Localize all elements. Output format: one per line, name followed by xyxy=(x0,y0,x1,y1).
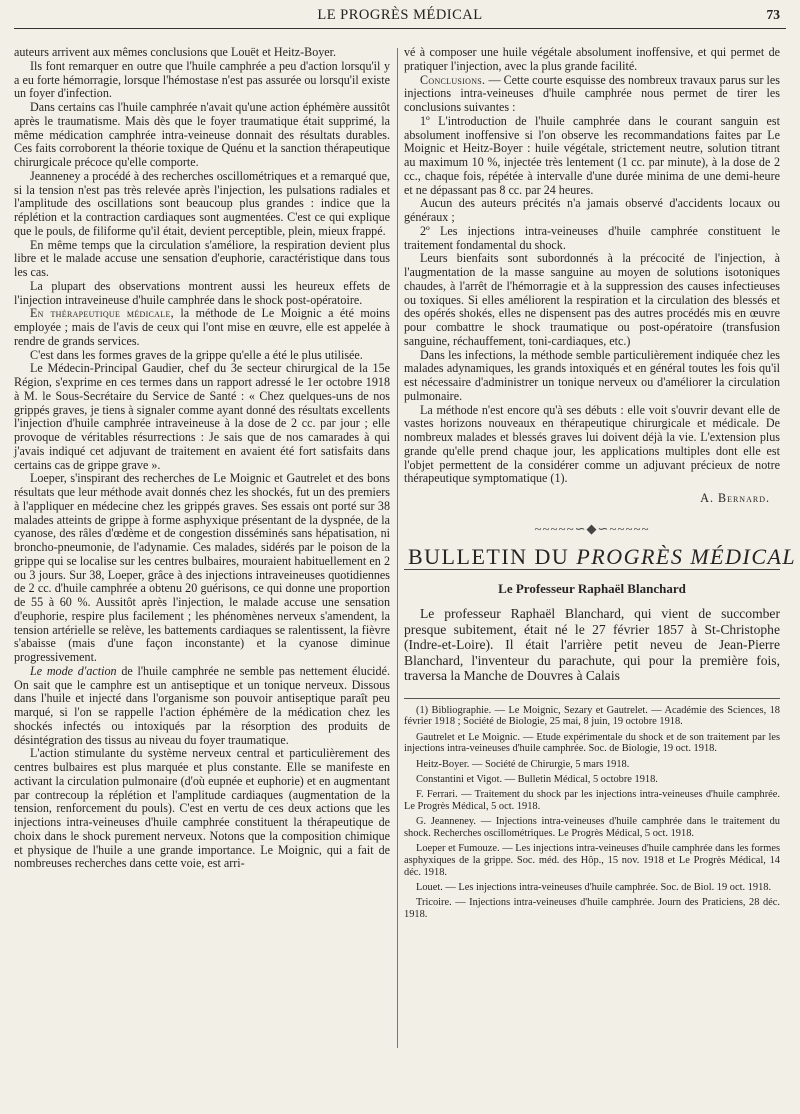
page-number: 73 xyxy=(766,7,780,22)
footnote: Gautrelet et Le Moignic. — Etude expérimentale du shock et de son traitement par les injections intra-veineuses d'huile camphrée. Soc. de Biologie, 19 oct. 1918. xyxy=(404,731,780,755)
paragraph: auteurs arrivent aux mêmes conclusions que Louët et Heitz-Boyer. xyxy=(14,45,337,59)
bulletin-heading-part: BULLETIN DU xyxy=(408,543,577,569)
section-lead: Conclusions. xyxy=(420,72,486,87)
paragraph xyxy=(14,665,390,748)
paragraph-text: — Cette courte esquisse des nombreux travaux parus sur les injections intra-veineuses d'huile camphrée nous permet de tirer les conclusions suivantes : xyxy=(404,72,780,114)
article-title: Le Professeur Raphaël Blanchard xyxy=(498,581,686,597)
footnote-rule xyxy=(404,698,780,699)
paragraph: Loeper, s'inspirant des recherches de Le Moignic et Gautrelet et des bons résultats que leur méthode avait donnés chez les shockés, fut un des premiers à l'appliquer en médecine chez les grippés graves. Ses essais ont porté sur 38 malades atteints de grippe à forme asphyxique présentant de la dyspnée, de la cyanose, des râles d'œdème et de congestion disséminés sans hépatisation, ni broncho-pneumonie, de l'adynamie. Ces malades, sidérés par le poison de la grippe qui se localise sur les centres bulbaires, mouraient habituellement en 2 ou 3 jours. Sur 38, Loeper, grâce à des injections intraveineuses quotidiennes de 2 cc. d'huile camphrée a obtenu 20 guérisons, ce qui donne une proportion de 55 à 60 %. Aussitôt après l'injection, le malade accuse une sensation d'euphorie, respire plus facilement ; les phénomènes nerveux s'amendent, la tension artérielle se relève, les battements cardiaques se ralentissent, la fièvre s'abaisse (mais d'une façon inconstante) et la cyanose diminue progressivement. xyxy=(14,471,390,664)
paragraph xyxy=(14,307,390,348)
paragraph: C'est dans les formes graves de la grippe qu'elle a été le plus utilisée. xyxy=(30,347,363,362)
paragraph: L'action stimulante du système nerveux central et particulièrement des centres bulbaires est plus marquée et plus constante. Elle se manifeste en activant la circulation pulmonaire (d'où eupnée et euphorie) et en augmentant par contrecoup la réplétion et l'amplitude cardiaques (augmentation de la tension, renforcement du pouls). C'est en vertu de ces deux actions que les injections intra-veineuses d'huile camphrée constituent la thérapeutique de choix dans le shock purement nerveux. Notons que la composition chimique et physique de l'huile a une grande importance. Le Moignic, qui a fait de nombreuses recherches dans cette voie, est arri- xyxy=(14,746,390,871)
paragraph: Dans certains cas l'huile camphrée n'avait qu'une action éphémère aussitôt après le traumatisme. Mais dès que le foyer traumatique était supprimé, la même médication camphrée intra-veineuse donnait des résultats durables. Ces faits corroborent la théorie toxique de Quénu et la sanction thérapeutique chirurgicale précoce qu'elle comporte. xyxy=(14,100,390,169)
left-column xyxy=(14,46,390,871)
paragraph: Leurs bienfaits sont subordonnés à la précocité de l'injection, à l'augmentation de la masse sanguine au moyen de solutions isotoniques chaudes, à l'arrêt de l'hémorragie et à la suppression des causes infectieuses ou toxiques. Si elles améliorent la respiration et la circulation des blessés et des opérés shokés, elles ne dispensent pas des autres procédés mis en œuvre pour combattre le shock traumatique ou post-opératoire (transfusion sanguine, réchauffement, toni-cardiaques, etc.) xyxy=(404,251,780,348)
paragraph: Aucun des auteurs précités n'a jamais observé d'accidents locaux ou généraux ; xyxy=(404,196,780,224)
paragraph: En même temps que la circulation s'améliore, la respiration devient plus libre et le malade accuse une sensation d'euphorie, caractéristique dans tous les cas. xyxy=(14,237,390,279)
footnote: Heitz-Boyer. — Société de Chirurgie, 5 mars 1918. xyxy=(416,758,630,770)
author-signature: A. Bernard. xyxy=(700,491,770,505)
paragraph-text: de l'huile camphrée ne semble pas nettement élucidé. On sait que le camphre est un antiseptique et un tonique nerveux. Dissous dans l'huile et injecté dans l'organisme son pouvoir antiseptique paraît peu marqué, si l'on se rappelle l'action éphémère de la médication chez les shockés infectés ou intoxiqués par la résorption des produits de désintégration des tissus au niveau du foyer traumatique. xyxy=(14,663,390,747)
footnote: (1) Bibliographie. — Le Moignic, Sezary et Gautrelet. — Académie des Sciences, 18 février 1918 ; Société de Biologie, 25 mai, 8 juin, 19 octobre 1918. xyxy=(404,704,780,728)
bulletin-heading-italic: PROGRÈS MÉDICAL xyxy=(576,543,797,569)
footnote: G. Jeanneney. — Injections intra-veineuses d'huile camphrée dans le traitement du shock. Recherches oscillométriques. Le Progrès Médical, 5 oct. 1918. xyxy=(404,816,780,839)
right-column xyxy=(404,45,797,924)
bulletin-rule xyxy=(404,569,780,570)
footnote: F. Ferrari. — Traitement du shock par les injections intra-veineuses d'huile camphrée. Le Progrès Médical, 5 oct. 1918. xyxy=(404,789,780,812)
bulletin-heading xyxy=(408,543,797,569)
paragraph: La méthode n'est encore qu'à ses débuts : elle voit s'ouvrir devant elle de vastes horizons nouveaux en thérapeutique chirurgicale et médicale. De nombreux malades et blessés graves lui doivent déjà la vie. L'extension plus grande qu'elle prend chaque jour, les applications multiples dont elle est l'objet permettent de la considérer comme un adjuvant précieux de notre thérapeutique symptomatique (1). xyxy=(404,402,780,486)
header-rule xyxy=(14,28,786,29)
section-lead: Le mode d'action xyxy=(30,663,117,678)
paragraph: vé à composer une huile végétale absolument inoffensive, et qui permet de pratiquer l'injection, avec la plus grande facilité. xyxy=(404,45,780,73)
paragraph xyxy=(404,74,780,115)
footnote: Louet. — Les injections intra-veineuses d'huile camphrée. Soc. de Biol. 19 oct. 1918. xyxy=(416,881,772,893)
paragraph: Dans les infections, la méthode semble particulièrement indiquée chez les malades adynamiques, les grands intoxiqués et en général toutes les fois qu'il est nécessaire d'administrer un tonique nerveux ou d'améliorer la circulation pulmonaire. xyxy=(404,347,780,403)
paragraph: Le professeur Raphaël Blanchard, qui vient de succomber presque subitement, était né le 27 février 1857 à St-Christophe (Indre-et-Loire). Il était l'arrière petit neveu de Jean-Pierre Blanchard, l'inventeur du parachute, qui pour la première fois, traversa la Manche de Douvres à Calais xyxy=(404,606,780,683)
section-lead: En thérapeutique médicale, xyxy=(30,306,174,321)
paragraph: La plupart des observations montrent aussi les heureux effets de l'injection intraveineuse d'huile camphrée dans le shock post-opératoire. xyxy=(14,278,390,307)
footnotes xyxy=(404,705,780,921)
paragraph: 1º L'introduction de l'huile camphrée dans le courant sanguin est absolument inoffensive si l'on observe les recommandations faites par Le Moignic et Heitz-Boyer : huile végétale, strictement neutre, solution titrant au maximum 10 %, injectée très lentement (1 cc. par minute), à la dose de 2 cc., chaque fois, répétée à intervalle d'une durée minima de une demi-heure et ne dépassant pas 8 cc. par 24 heures. xyxy=(404,113,780,197)
footnote: Tricoire. — Injections intra-veineuses d'huile camphrée. Journ des Praticiens, 28 déc. 1918. xyxy=(404,897,780,920)
running-header xyxy=(14,5,786,27)
article-body xyxy=(404,606,780,684)
column-divider xyxy=(397,48,398,1048)
paragraph: Le Médecin-Principal Gaudier, chef du 3e secteur chirurgical de la 15e Région, s'exprime en ces termes dans un rapport adressé le 1er octobre 1918 à M. le Sous-Secrétaire du Service de Santé : « Chez quelques-uns de nos grippés graves, je tiens à signaler comme ayant donné des résultats excellents l'injection d'huile camphrée intraveineuse à la dose de 2 cc. par jour ; elle provoque de véritables résurrections : Je sais que de nos camarades à qui j'avais indiqué cet adjuvant de traitement en avaient été fort satisfaits dans certains cas de grippe grave ». xyxy=(14,361,390,472)
ornament-divider: ~~~~~∽◆∽~~~~~ xyxy=(534,520,650,536)
journal-title: LE PROGRÈS MÉDICAL xyxy=(317,7,483,23)
paragraph-text: la méthode de Le Moignic a été moins employée ; mais de l'avis de ceux qui l'ont mise en œuvre, elle est appelée à rendre de grands services. xyxy=(14,306,390,348)
paragraph: Ils font remarquer en outre que l'huile camphrée a peu d'action lorsqu'il y a eu forte hémorragie, lorsque l'hémostase n'est pas assurée ou lorsqu'il existe un foyer d'infection. xyxy=(14,58,390,101)
footnote: Constantini et Vigot. — Bulletin Médical, 5 octobre 1918. xyxy=(416,773,658,785)
paragraph: 2º Les injections intra-veineuses d'huile camphrée constituent le traitement fondamental du shock. xyxy=(404,223,780,252)
paragraph: Jeanneney a procédé à des recherches oscillométriques et a remarqué que, si la tension n'est pas très relevée après l'injection, les pulsations radiales et l'amplitude des oscillations sont beaucoup plus grandes : indice que la réplétion et la contraction cardiaques sont augmentées. C'est ce qui explique que le pouls, de filiforme qu'il était, devient perceptible, plein, mieux frappé. xyxy=(14,168,390,238)
footnote: Loeper et Fumouze. — Les injections intra-veineuses d'huile camphrée dans les formes asphyxiques de la grippe. Soc. méd. des Hôp., 15 nov. 1918 et Le Progrès Médical, 14 déc. 1918. xyxy=(404,843,780,878)
